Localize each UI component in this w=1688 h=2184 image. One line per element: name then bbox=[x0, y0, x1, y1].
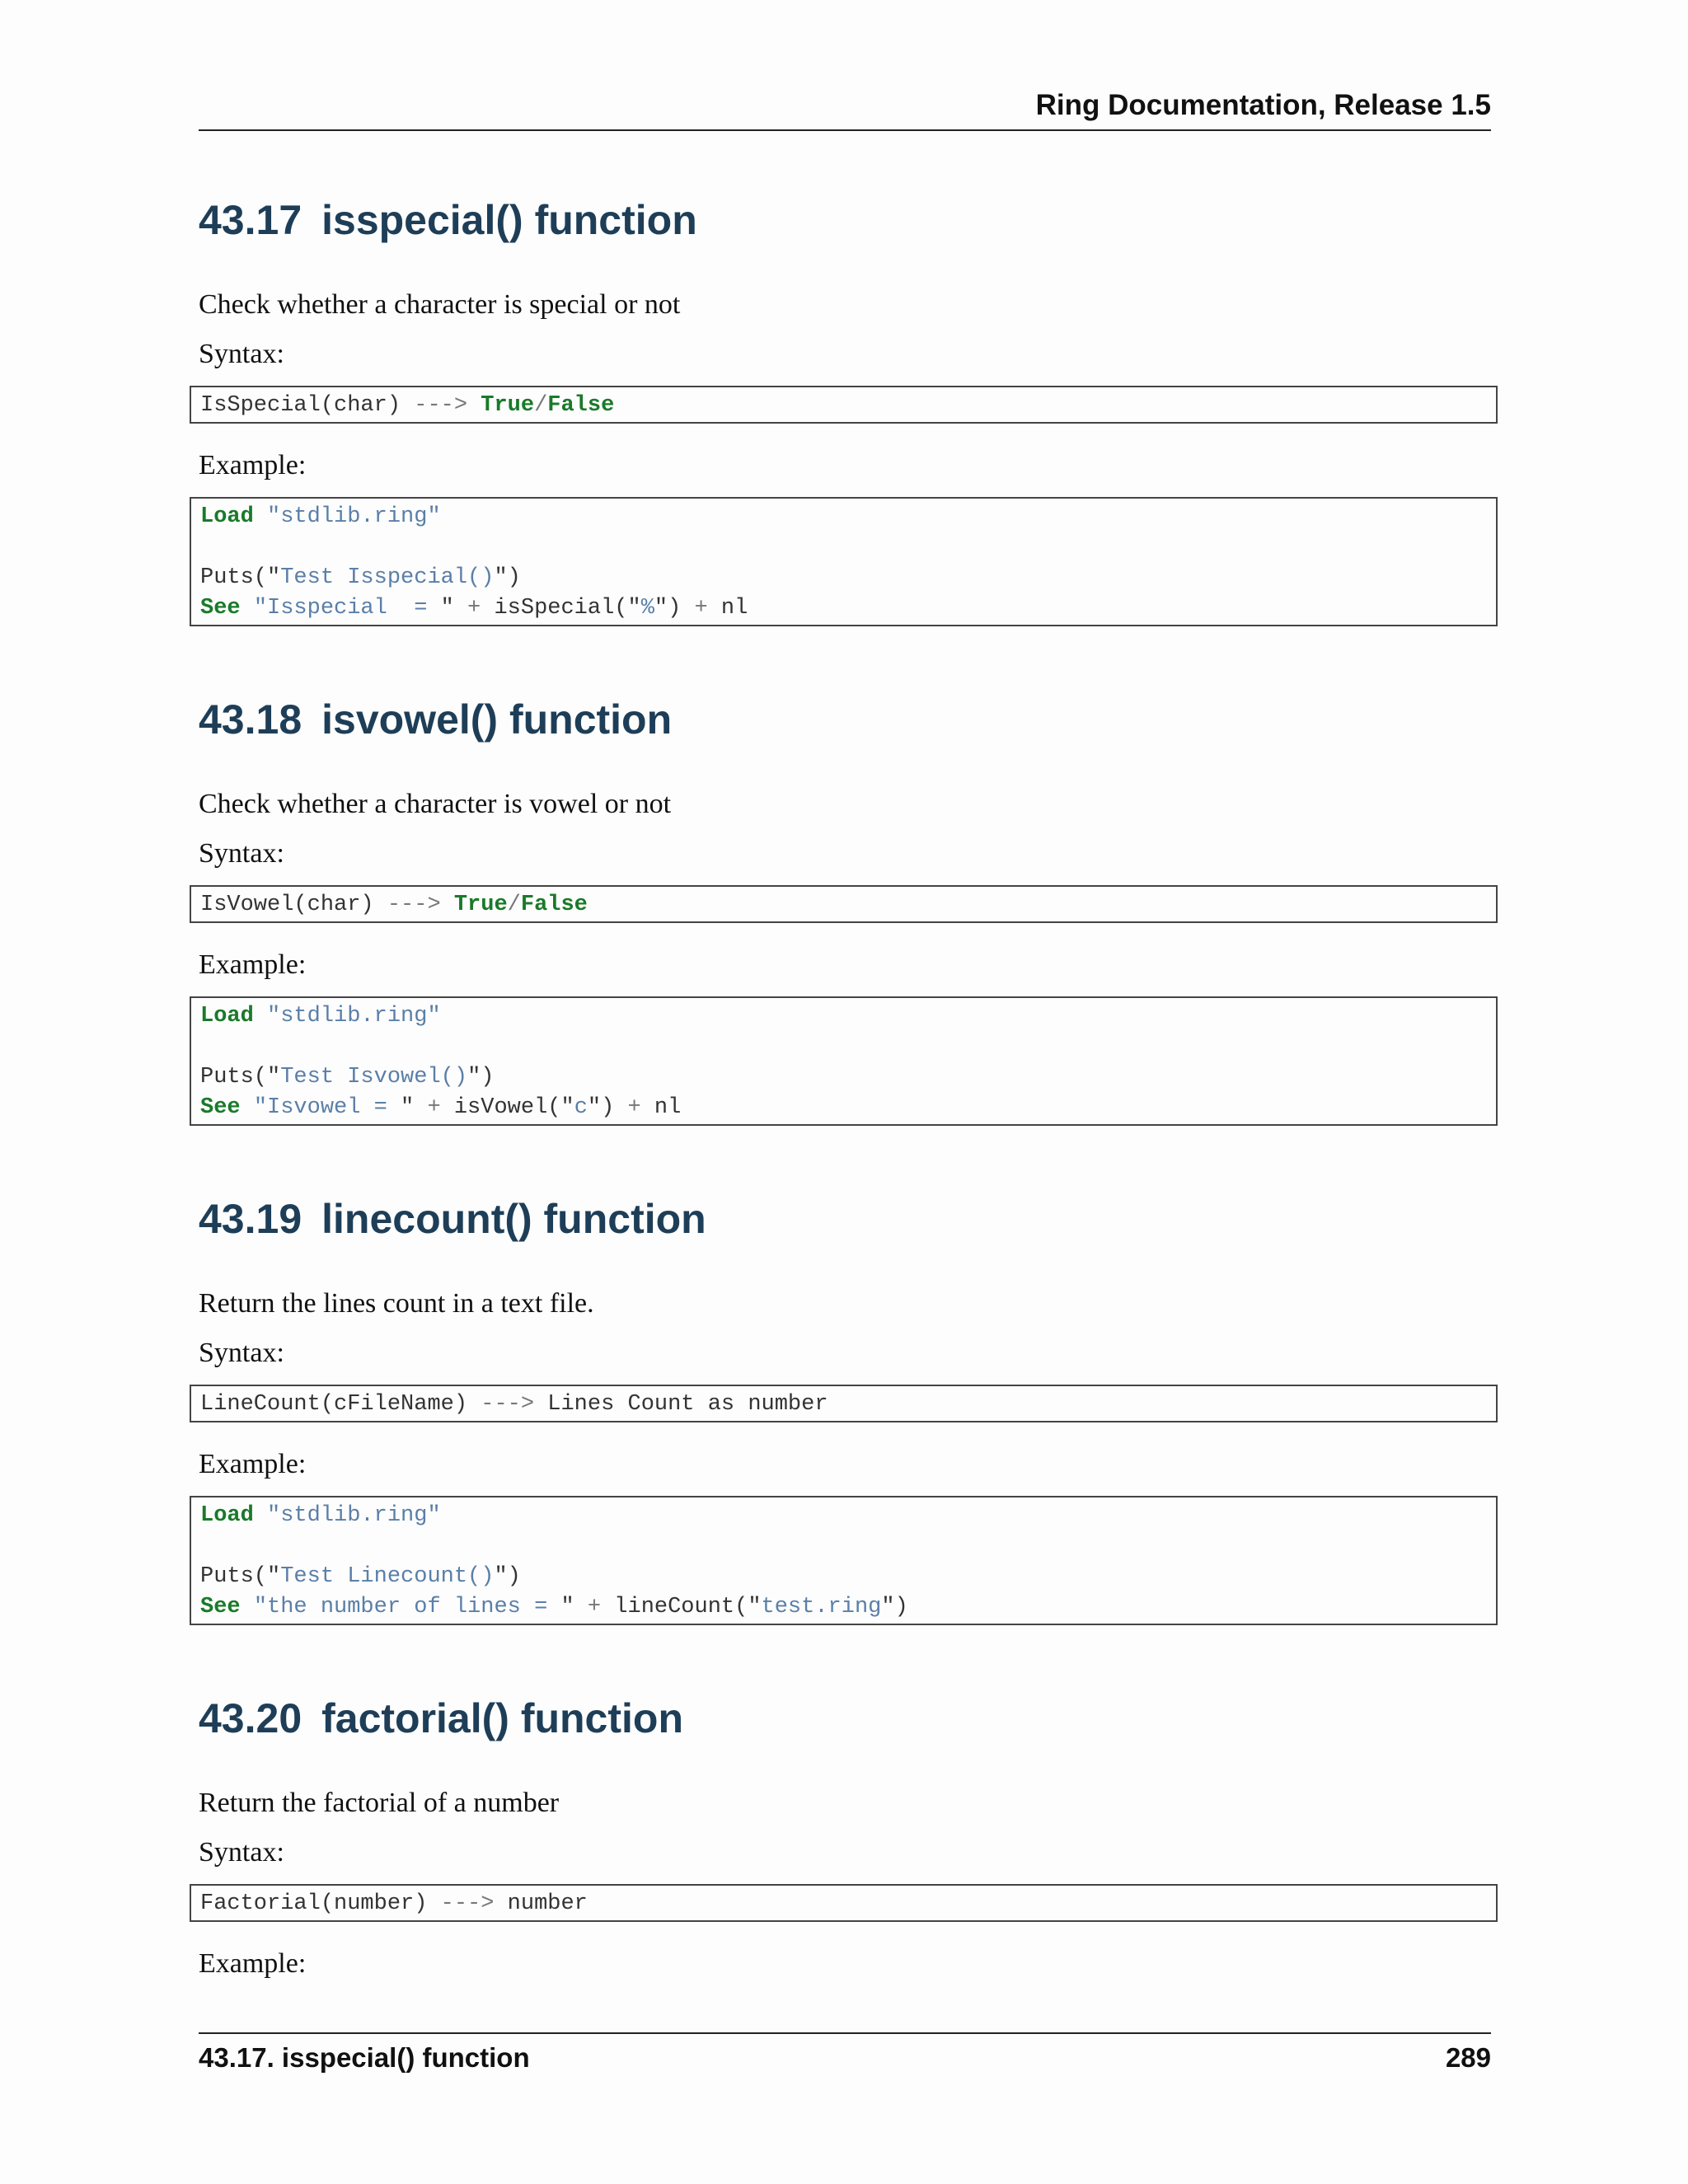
code-token: ) bbox=[507, 1564, 521, 1589]
code-token: test.ring bbox=[761, 1595, 882, 1619]
syntax-code-block bbox=[190, 386, 1498, 424]
section-linecount bbox=[199, 1196, 1491, 1619]
section-factorial bbox=[199, 1695, 1491, 1979]
code-token: " bbox=[748, 1595, 762, 1619]
syntax-label: Syntax: bbox=[199, 838, 284, 869]
code-token: Isspecial = bbox=[267, 596, 441, 621]
page-footer bbox=[199, 2042, 1491, 2074]
code-token: "stdlib.ring" bbox=[267, 1004, 441, 1029]
code-token: "stdlib.ring" bbox=[267, 504, 441, 529]
code-token: ---> bbox=[440, 1891, 495, 1916]
code-token: LineCount(cFileName) bbox=[200, 1392, 468, 1417]
code-token: See bbox=[200, 596, 241, 621]
syntax-label: Syntax: bbox=[199, 1837, 284, 1868]
section-description: Check whether a character is special or not bbox=[199, 289, 681, 320]
syntax-label: Syntax: bbox=[199, 339, 284, 369]
example-code-block bbox=[190, 996, 1498, 1126]
example-code-block bbox=[190, 1496, 1498, 1625]
section-heading bbox=[199, 1695, 1491, 1741]
example-label: Example: bbox=[199, 1948, 307, 1979]
code-token: the number of lines = bbox=[267, 1595, 561, 1619]
code-token: " bbox=[627, 596, 641, 621]
code-token: IsVowel(char) bbox=[200, 893, 374, 917]
code-token: / bbox=[507, 893, 521, 917]
code-token: See bbox=[200, 1595, 241, 1619]
code-token: ) bbox=[894, 1595, 908, 1619]
code-token: " bbox=[267, 1065, 281, 1090]
code-token: c bbox=[574, 1095, 588, 1120]
code-token: lineCount( bbox=[614, 1595, 748, 1619]
code-token: False bbox=[547, 393, 615, 418]
code-token: " bbox=[253, 1595, 268, 1619]
code-token: " bbox=[881, 1595, 895, 1619]
code-token: Puts( bbox=[200, 1564, 268, 1589]
code-token: " bbox=[440, 596, 454, 621]
code-token: " bbox=[587, 1095, 602, 1120]
code-token: Factorial(number) bbox=[200, 1891, 428, 1916]
code-token: "stdlib.ring" bbox=[267, 1503, 441, 1528]
section-description: Check whether a character is vowel or not bbox=[199, 789, 672, 819]
code-token: ) bbox=[601, 1095, 615, 1120]
syntax-label: Syntax: bbox=[199, 1338, 284, 1368]
code-token: + bbox=[614, 1095, 654, 1120]
code-token: ) bbox=[668, 596, 682, 621]
code-token: " bbox=[267, 1564, 281, 1589]
syntax-code-block bbox=[190, 885, 1498, 923]
code-token: Lines Count as number bbox=[547, 1392, 828, 1417]
code-token: " bbox=[467, 1065, 481, 1090]
section-number: 43.18 bbox=[199, 696, 302, 743]
section-title: linecount() function bbox=[321, 1196, 706, 1242]
code-token: " bbox=[401, 1095, 415, 1120]
code-token: Puts( bbox=[200, 565, 268, 590]
code-token: ---> bbox=[387, 893, 441, 917]
code-token: See bbox=[200, 1095, 241, 1120]
code-token: False bbox=[520, 893, 588, 917]
code-token: / bbox=[534, 393, 548, 418]
code-token: " bbox=[494, 565, 508, 590]
code-token: IsSpecial(char) bbox=[200, 393, 401, 418]
code-token: + bbox=[681, 596, 721, 621]
code-token: Isvowel = bbox=[267, 1095, 401, 1120]
code-token: + bbox=[453, 596, 495, 621]
code-token: + bbox=[414, 1095, 454, 1120]
code-token: " bbox=[267, 565, 281, 590]
code-token: " bbox=[253, 1095, 268, 1120]
code-token: " bbox=[560, 1095, 574, 1120]
code-token: True bbox=[453, 893, 508, 917]
code-token: number bbox=[507, 1891, 588, 1916]
code-token: % bbox=[640, 596, 654, 621]
section-number: 43.20 bbox=[199, 1695, 302, 1741]
example-label: Example: bbox=[199, 949, 307, 980]
section-heading bbox=[199, 199, 1491, 241]
code-token: Load bbox=[200, 1004, 254, 1029]
code-token: " bbox=[654, 596, 668, 621]
code-token: ) bbox=[507, 565, 521, 590]
section-description: Return the lines count in a text file. bbox=[199, 1288, 594, 1319]
code-token: isVowel( bbox=[453, 1095, 561, 1120]
code-token: Load bbox=[200, 504, 254, 529]
page-number: 289 bbox=[1445, 2042, 1491, 2073]
section-number: 43.17 bbox=[199, 197, 302, 243]
section-heading bbox=[199, 1198, 1491, 1240]
section-isspecial bbox=[199, 197, 1491, 621]
section-heading bbox=[199, 696, 1491, 743]
section-description: Return the factorial of a number bbox=[199, 1788, 560, 1818]
code-token: ---> bbox=[414, 393, 468, 418]
syntax-code-block bbox=[190, 1385, 1498, 1422]
section-isvowel bbox=[199, 696, 1491, 1120]
example-label: Example: bbox=[199, 1449, 307, 1479]
code-token: nl bbox=[720, 596, 748, 621]
code-token: " bbox=[560, 1595, 574, 1619]
section-title: isspecial() function bbox=[321, 197, 697, 243]
code-token: Puts( bbox=[200, 1065, 268, 1090]
code-token: ) bbox=[481, 1065, 495, 1090]
code-token: " bbox=[494, 1564, 508, 1589]
code-token: " bbox=[253, 596, 268, 621]
code-token: Test Isspecial() bbox=[280, 565, 495, 590]
syntax-code-block bbox=[190, 1884, 1498, 1922]
code-token: Test Linecount() bbox=[280, 1564, 495, 1589]
footer-section-title: 43.17. isspecial() function bbox=[199, 2042, 530, 2073]
footer-rule bbox=[199, 2032, 1491, 2034]
code-token: nl bbox=[654, 1095, 682, 1120]
section-title: isvowel() function bbox=[321, 696, 673, 743]
code-token: ---> bbox=[481, 1392, 535, 1417]
example-code-block bbox=[190, 497, 1498, 626]
header-rule bbox=[199, 129, 1491, 131]
code-token: Test Isvowel() bbox=[280, 1065, 468, 1090]
code-token: Load bbox=[200, 1503, 254, 1528]
section-number: 43.19 bbox=[199, 1196, 302, 1242]
section-title: factorial() function bbox=[321, 1695, 683, 1741]
code-token: True bbox=[481, 393, 535, 418]
running-header: Ring Documentation, Release 1.5 bbox=[1035, 89, 1491, 121]
example-label: Example: bbox=[199, 450, 307, 480]
code-token: + bbox=[574, 1595, 615, 1619]
code-token: isSpecial( bbox=[494, 596, 628, 621]
